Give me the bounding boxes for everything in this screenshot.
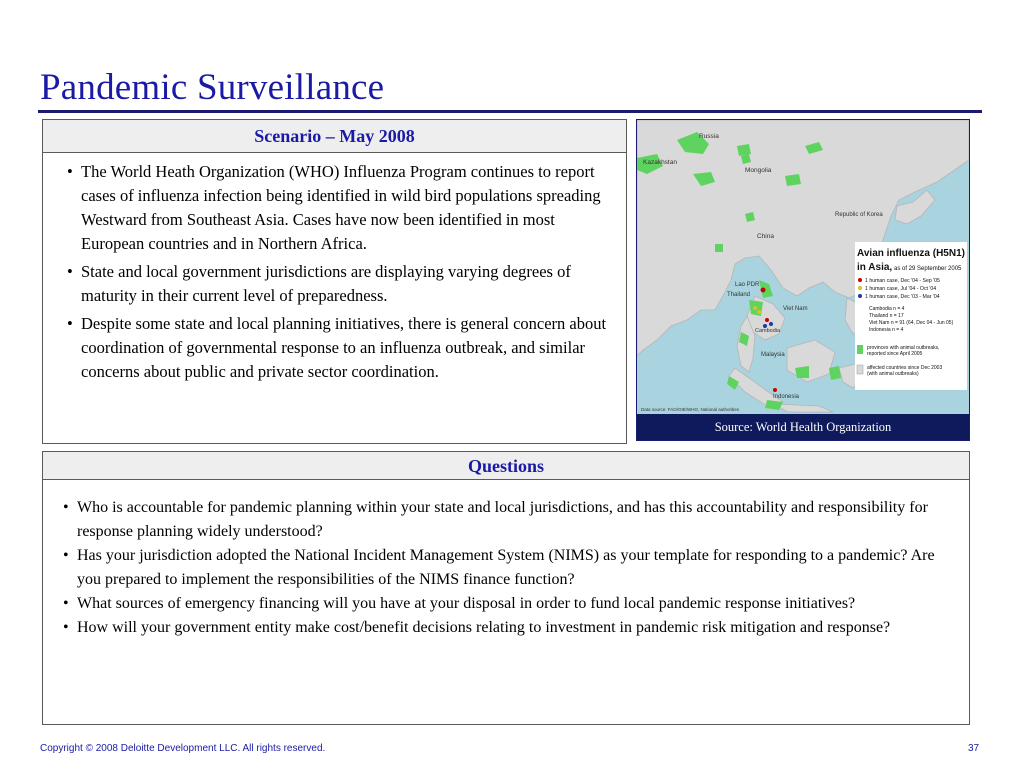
legend-swatch-outbreak xyxy=(857,345,863,354)
legend-green-label-2: reported since April 2005 xyxy=(867,351,923,357)
page-number: 37 xyxy=(968,743,980,754)
avian-influenza-map xyxy=(636,119,970,441)
map-label-vietnam: Viet Nam xyxy=(783,306,808,312)
question-bullet: • Who is accountable for pandemic planning within your state and local jurisdictions, and has this accountability and responsibility for response planning widely understood? xyxy=(53,496,955,544)
map-label-mongolia: Mongolia xyxy=(745,167,772,174)
legend-item: 1 human case, Dec '04 - Sep '05 xyxy=(865,278,940,284)
scenario-bullet: • Despite some state and local planning initiatives, there is general concern about coordination of governmental response to an influenza outbreak, and similar concerns about public and private sector coordination. xyxy=(57,312,612,384)
questions-panel xyxy=(42,451,970,725)
map-label-lao: Lao PDR xyxy=(735,282,760,288)
questions-bullet-list xyxy=(43,480,969,640)
legend-count: Viet Nam n = 91 (64, Dec 04 - Jun 05) xyxy=(869,320,954,326)
legend-swatch-affected xyxy=(857,365,863,374)
legend-item: 1 human case, Jul '04 - Oct '04 xyxy=(865,286,937,292)
case-marker-mid xyxy=(757,310,761,314)
map-label-malaysia: Malaysia xyxy=(761,352,785,358)
map-label-indonesia: Indonesia xyxy=(773,394,800,400)
case-marker-mid xyxy=(753,306,757,310)
legend-title-line2: in Asia, xyxy=(857,262,893,273)
outbreak-sulawesi xyxy=(829,366,841,380)
question-bullet: • Has your jurisdiction adopted the National Incident Management System (NIMS) as your template for responding to a pandemic? Are you prepared to implement the responsibilities of the NIMS finance function? xyxy=(53,544,955,592)
legend-title-date: as of 29 September 2005 xyxy=(894,266,962,272)
legend-count: Indonesia n = 4 xyxy=(869,327,904,333)
legend-green-label-1: provinces with animal outbreaks, xyxy=(867,345,940,351)
legend-item: 1 human case, Dec '03 - Mar '04 xyxy=(865,294,940,300)
legend-dot-mid xyxy=(858,286,862,290)
outbreak-borneo xyxy=(795,366,809,378)
map-label-korea: Republic of Korea xyxy=(835,212,883,218)
legend-dot-early xyxy=(858,294,862,298)
questions-header: Questions xyxy=(43,452,969,480)
scenario-bullet: • The World Heath Organization (WHO) Influenza Program continues to report cases of influenza infection being identified in wild bird populations spreading Westward from Southeast Asia. Cases have now been identified in most European countries and in Northern Africa. xyxy=(57,160,612,256)
slide-title: Pandemic Surveillance xyxy=(40,67,385,108)
footer-copyright: Copyright © 2008 Deloitte Development LLC. All rights reserved. xyxy=(40,743,326,754)
title-divider xyxy=(38,110,982,113)
scenario-bullet: • State and local government jurisdictions are displaying varying degrees of maturity in their current level of preparedness. xyxy=(57,260,612,308)
case-marker-recent xyxy=(765,318,769,322)
case-marker-recent xyxy=(773,388,777,392)
map-label-china: China xyxy=(757,233,774,240)
legend-grey-label-2: (with animal outbreaks) xyxy=(867,371,919,377)
scenario-bullet-list xyxy=(43,153,626,384)
map-label-russia: Russia xyxy=(699,133,719,140)
legend-title-line1: Avian influenza (H5N1) xyxy=(857,248,965,259)
outbreak-china-sw xyxy=(715,244,723,252)
map-label-thailand: Thailand xyxy=(727,292,751,298)
outbreak-mongolia xyxy=(785,174,801,186)
map-data-source: Data source: FAO/OIE/WHO, National authorities xyxy=(641,407,740,412)
question-bullet: • What sources of emergency financing will you have at your disposal in order to fund local pandemic response initiatives? xyxy=(53,592,955,616)
legend-grey-label-1: affected countries since Dec 2003 xyxy=(867,365,943,371)
question-bullet: • How will your government entity make cost/benefit decisions relating to investment in pandemic risk mitigation and response? xyxy=(53,616,955,640)
legend-count: Cambodia n = 4 xyxy=(869,306,905,312)
case-marker-recent xyxy=(761,288,766,293)
legend-count: Thailand n = 17 xyxy=(869,313,904,319)
case-marker-early xyxy=(769,322,773,326)
legend-dot-recent xyxy=(858,278,862,282)
map-label-cambodia: Cambodia xyxy=(755,328,781,334)
scenario-header: Scenario – May 2008 xyxy=(43,120,626,153)
map-caption: Source: World Health Organization xyxy=(637,414,969,440)
scenario-panel xyxy=(42,119,627,444)
asia-map-image xyxy=(637,120,969,414)
map-label-kazakhstan: Kazakhstan xyxy=(643,159,677,166)
